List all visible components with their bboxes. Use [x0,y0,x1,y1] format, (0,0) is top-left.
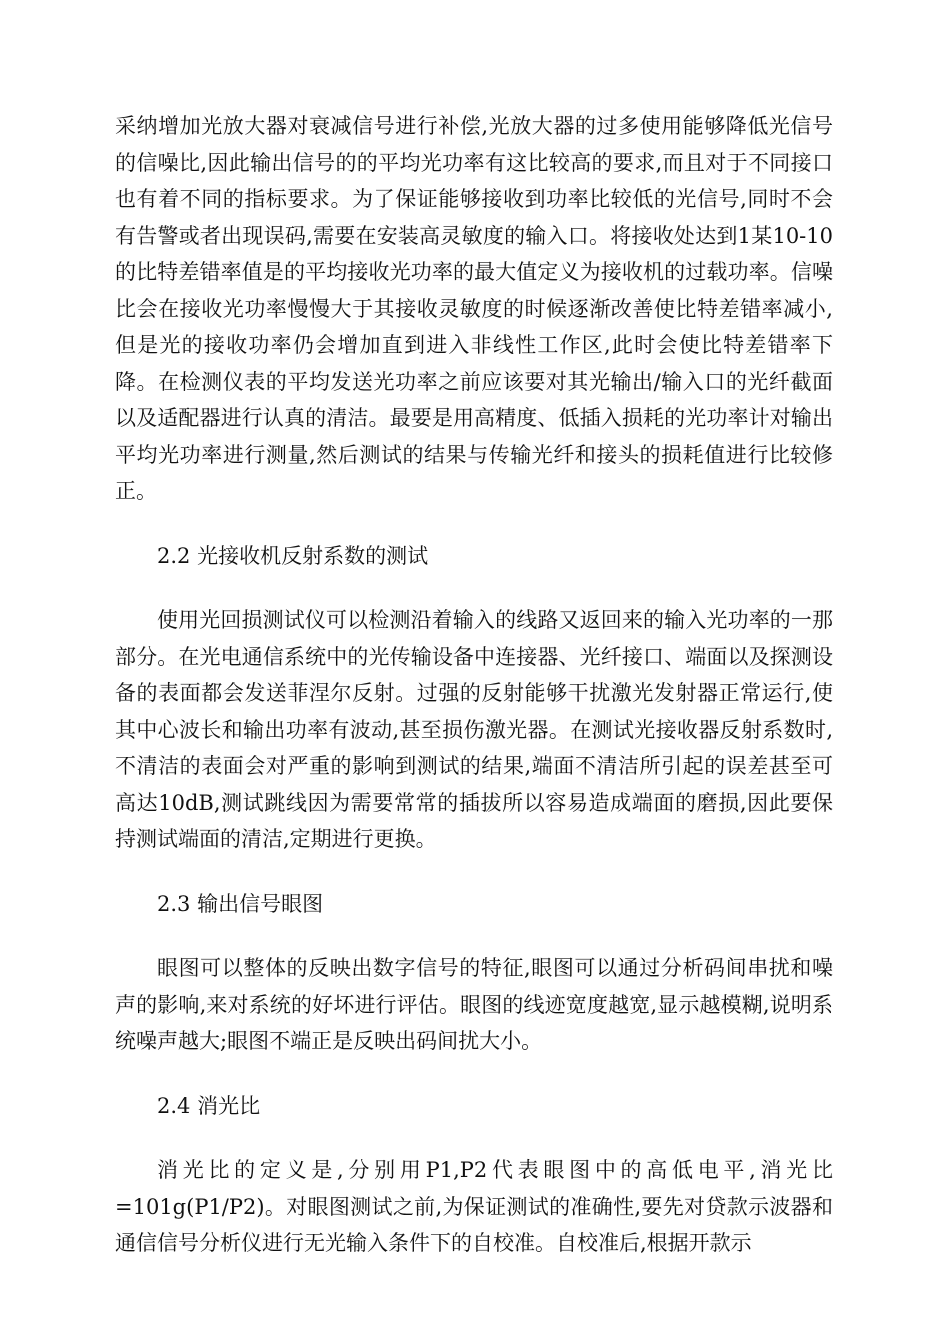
section-heading-2-2: 2.2 光接收机反射系数的测试 [157,543,429,568]
section-heading-2-4: 2.4 消光比 [157,1093,261,1118]
paragraph-receive-power: 采纳增加光放大器对衰减信号进行补偿,光放大器的过多使用能够降低光信号的信噪比,因此输出信号的的平均光功率有这比较高的要求,而且对于不同接口也有着不同的指标要求。为了保证能够接收到功率比较低的光信号,同时不会有告警或者出现误码,需要在安装高灵敏度的输入口。将接收处达到1某10-10的比特差错率值是的平均接收光功率的最大值定义为接收机的过载功率。信噪比会在接收光功率慢慢大于其接收灵敏度的时候逐渐改善使比特差错率减小,但是光的接收功率仍会增加直到进入非线性工作区,此时会使比特差错率下降。在检测仪表的平均发送光功率之前应该要对其光输出/输入口的光纤截面以及适配器进行认真的清洁。最要是用高精度、低插入损耗的光功率计对输出平均光功率进行测量,然后测试的结果与传输光纤和接头的损耗值进行比较修正。 [115,114,833,503]
document-page [115,108,833,1262]
spacer [115,574,833,602]
spacer [115,922,833,950]
spacer [115,1060,833,1088]
paragraph-reflection: 使用光回损测试仪可以检测沿着输入的线路又返回来的输入光功率的一那部分。在光电通信系统中的光传输设备中连接器、光纤接口、端面以及探测设备的表面都会发送菲涅尔反射。过强的反射能够干扰激光发射器正常运行,使其中心波长和输出功率有波动,甚至损伤激光器。在测试光接收器反射系数时,不清洁的表面会对严重的影响到测试的结果,端面不清洁所引起的误差甚至可高达10dB,测试跳线因为需要常常的插拔所以容易造成端面的磨损,因此要保持测试端面的清洁,定期进行更换。 [115,608,833,851]
spacer [115,510,833,538]
paragraph-extinction-ratio: 消光比的定义是,分别用P1,P2代表眼图中的高低电平,消光比=101g(P1/P2)。对眼图测试之前,为保证测试的准确性,要先对贷款示波器和通信信号分析仪进行无光输入条件下的自校准。自校准后,根据开款示 [115,1158,833,1255]
spacer [115,858,833,886]
section-heading-2-3: 2.3 输出信号眼图 [157,891,324,916]
spacer [115,1124,833,1152]
paragraph-eye-diagram: 眼图可以整体的反映出数字信号的特征,眼图可以通过分析码间串扰和噪声的影响,来对系统的好坏进行评估。眼图的线迹宽度越宽,显示越模糊,说明系统噪声越大;眼图不端正是反映出码间扰大小。 [115,956,833,1053]
